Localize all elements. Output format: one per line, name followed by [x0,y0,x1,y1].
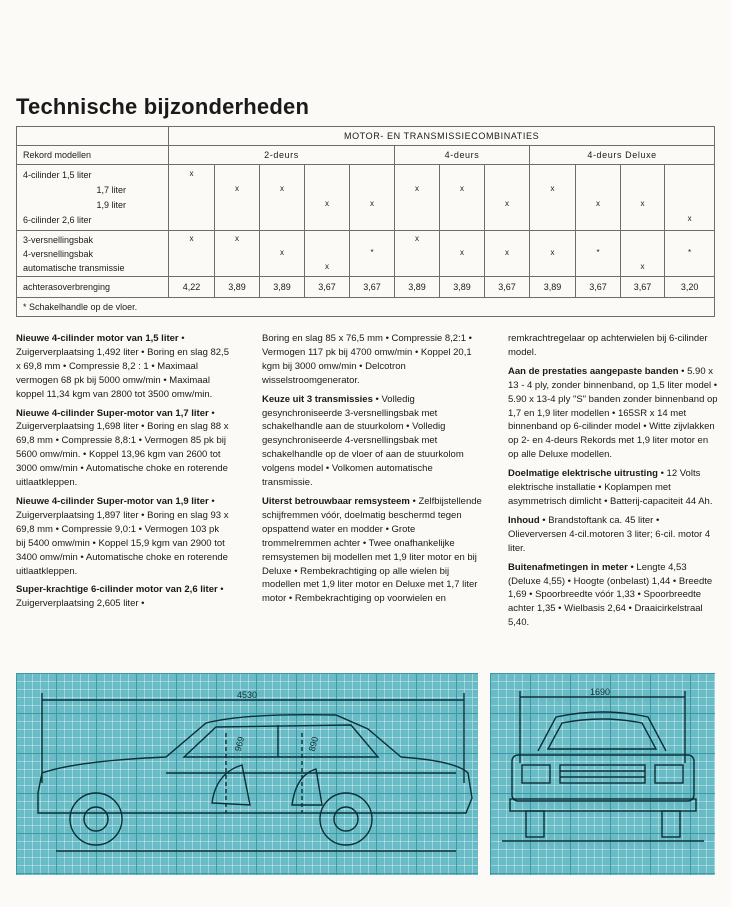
spec-heading: Super-krachtige 6-cilinder motor van 2,6 liter [16,584,218,596]
engine-mark-cell [485,165,530,231]
spec-text: • Volledig gesynchroniseerde 3-versnellingsbak met schakelhandle aan de stuurkolom • Volledig gesynchroniseerde 4-versnellingsbak met schakelhandle op de vloer of aan de stuurkolom volgens model • Volkomen automatische transmissie. [262,393,464,489]
engine-label: 4-cilinder 1,5 liter [23,169,92,180]
transmission-mark-cell [215,231,260,277]
transmission-mark: x [505,248,509,257]
engine-mark: x [280,184,284,193]
engine-mark: x [460,184,464,193]
table-caption: MOTOR- EN TRANSMISSIECOMBINATIES [169,127,715,146]
transmission-mark: x [280,248,284,257]
side-view-car-outline [16,673,478,875]
spec-column-1 [16,332,230,616]
spec-text: • Lengte 4,53 (Deluxe 4,55) • Hoogte (onbelast) 1,44 • Breedte 1,69 • Spoorbreedte vóór 1,33 • Spoorbreedte achter 1,35 • Wielbasis 2,64 • Draaicirkelstraal 5,40. [508,561,713,629]
transmission-mark-cell [395,231,440,277]
spec-text: Boring en slag 85 x 76,5 mm • Compressie 8,2:1 • Vermogen 117 pk bij 4700 omw/min • Koppel 20,1 kgm bij 3000 omw/min • Delcotron wisselstroomgenerator. [262,333,472,386]
axle-label: achterasoverbrenging [17,277,169,298]
page-title: Technische bijzonderheden [16,94,310,119]
spec-heading: Keuze uit 3 transmissies [262,393,373,405]
axle-ratio: 4,22 [169,277,215,298]
spec-paragraph [508,561,718,631]
spec-heading: Inhoud [508,514,540,526]
engine-label: 6-cilinder 2,6 liter [23,214,92,225]
spec-heading: Nieuwe 4-cilinder Super-motor van 1,9 liter [16,495,209,507]
spec-text: • 12 Volts elektrische installatie • Koplampen met asymmetrisch dimlicht • Batterij-capaciteit 44 Ah. [508,468,713,507]
axle-ratio: 3,67 [305,277,350,298]
side-view-drawing [16,673,478,875]
transmission-mark-cell [350,231,395,277]
engine-mark: x [415,184,419,193]
axle-ratio: 3,67 [485,277,530,298]
spec-column-3 [508,332,718,635]
spec-paragraph [262,332,484,388]
transmission-label: automatische transmissie [23,262,125,273]
axle-ratio: 3,67 [576,277,621,298]
transmission-mark-cell [530,231,576,277]
engine-mark-cell [576,165,621,231]
spec-text: • Brandstoftank ca. 45 liter • Olieverversen 4-cil.motoren 3 liter; 6-cil. motor 4 liter. [508,514,711,554]
transmission-mark: x [640,262,645,271]
transmission-mark-cell [665,231,715,277]
axle-ratio: 3,20 [665,277,715,298]
engine-mark: x [235,184,239,193]
engine-mark-cell [305,165,350,231]
transmission-label: 4-versnellingsbak [23,248,94,259]
spec-text: • 5.90 x 13 - 4 ply, zonder binnenband, op 1,5 liter model • 5.90 x 13-4 ply "S" banden zonder binnenband op 1,7 en 1,9 liter modellen • 165SR x 14 met binnenband op 6-cilinder model • Witte zijvlakken op 2- en 4-deurs Rekords met 1,9 liter motor en op alle Deluxe modellen. [508,365,718,461]
engine-labels [17,165,169,231]
spec-column-2 [262,332,484,611]
engine-mark: x [189,169,194,178]
spec-paragraph [16,407,230,490]
spec-paragraph [262,495,484,606]
spec-heading: Doelmatige elektrische uitrusting [508,468,658,480]
spec-text: • Zuigerverplaatsing 1,492 liter • Boring en slag 82,5 x 69,8 mm • Compressie 8,2 : 1 • Maximaal vermogen 68 pk bij 5000 omw/min • Maximaal koppel 11,34 kgm van 2800 tot 3500 omw/min. [16,333,229,400]
engine-mark-cell [215,165,260,231]
axle-ratio: 3,89 [215,277,260,298]
engine-mark-cell [395,165,440,231]
transmission-mark-cell [485,231,530,277]
axle-ratio: 3,89 [260,277,305,298]
spec-text: • Zelfbijstellende schijfremmen vóór, doelmatig beschermd tegen opspattend water en modder • Grote trommelremmen achter • Twee onafhankelijke remsystemen bij modellen met 1,9 liter motor en bij Deluxe • Rembekrachtiging op alle wielen bij modellen met 1,9 liter motor en Deluxe met 1,7 liter motor • Rembekrachtiging op voorwielen en [262,495,482,605]
engine-label: 1,7 liter [96,184,126,195]
transmission-mark-cell [260,231,305,277]
transmission-mark-cell [576,231,621,277]
side-height-label: 969 [232,735,247,753]
front-view-car-outline [490,673,715,875]
axle-ratio: 3,89 [440,277,485,298]
transmission-mark-cell [621,231,665,277]
engine-mark: x [325,199,329,208]
transmission-mark: * [370,248,374,257]
side-height-label: 890 [306,735,321,753]
engine-mark: x [687,214,692,223]
models-label: Rekord modellen [17,146,169,165]
engine-mark-cell [440,165,485,231]
transmission-mark: x [325,262,329,271]
transmission-mark-cell [440,231,485,277]
group-4-door-deluxe: 4-deurs Deluxe [530,146,715,165]
spec-text: • Zuigerverplaatsing 1,897 liter • Boring en slag 93 x 69,8 mm • Compressie 9,0:1 • Vermogen 103 pk bij 5400 omw/min • Koppel 15,9 kgm van 2900 tot 3400 omw/min • Automatische choke en roterende uitlaatkleppen. [16,495,229,577]
engine-label: 1,9 liter [96,199,126,210]
engine-mark: x [596,199,600,208]
side-length-label: 4530 [237,690,258,700]
transmission-labels [17,231,169,277]
engine-mark-cell [665,165,715,231]
spec-paragraph [16,495,230,578]
spec-paragraph [262,393,484,490]
spec-text: • Zuigerverplaatsing 1,698 liter • Boring en slag 88 x 69,8 mm • Compressie 8,8:1 • Vermogen 85 pk bij 5600 omw/min. • Koppel 13,96 kgm van 2600 tot 3000 omw/min • Automatische choke en roterende uitlaatkleppen. [16,407,229,489]
transmission-mark: x [189,234,194,243]
engine-mark-cell [530,165,576,231]
engine-mark-cell [350,165,395,231]
spec-heading: Buitenafmetingen in meter [508,561,628,573]
spec-heading: Uiterst betrouwbaar remsysteem [262,495,410,507]
spec-paragraph [16,332,230,402]
spec-paragraph [508,365,718,462]
group-2-door: 2-deurs [169,146,395,165]
axle-ratio: 3,67 [350,277,395,298]
group-4-door: 4-deurs [395,146,530,165]
spec-text: • Zuigerverplaatsing 2,605 liter • [16,584,224,610]
spec-heading: Nieuwe 4-cilinder Super-motor van 1,7 liter [16,407,209,419]
engine-mark: x [505,199,509,208]
transmission-mark-cell [305,231,350,277]
axle-ratio: 3,67 [621,277,665,298]
engine-mark: x [550,184,555,193]
spec-paragraph [508,332,718,360]
spec-paragraph [508,467,718,509]
table-footnote: * Schakelhandle op de vloer. [17,298,715,317]
spec-paragraph [508,514,718,556]
transmission-label: 3-versnellingsbak [23,234,94,245]
front-width-label: 1690 [590,687,611,697]
transmission-mark: x [235,234,239,243]
engine-mark: x [370,199,374,208]
axle-ratio: 3,89 [530,277,576,298]
transmission-mark: * [688,248,692,257]
transmission-mark-cell [169,231,215,277]
engine-mark: x [640,199,645,208]
spec-heading: Nieuwe 4-cilinder motor van 1,5 liter [16,333,179,344]
spec-text: remkrachtregelaar op achterwielen bij 6-cilinder model. [508,333,708,358]
engine-mark-cell [621,165,665,231]
spec-paragraph [16,583,230,611]
front-view-drawing [490,673,715,875]
transmission-mark: x [415,234,419,243]
transmission-mark: * [596,248,600,257]
motor-transmission-table [16,126,715,317]
engine-mark-cell [260,165,305,231]
engine-mark-cell [169,165,215,231]
axle-ratio: 3,89 [395,277,440,298]
spec-heading: Aan de prestaties aangepaste banden [508,365,679,377]
transmission-mark: x [550,248,555,257]
transmission-mark: x [460,248,464,257]
